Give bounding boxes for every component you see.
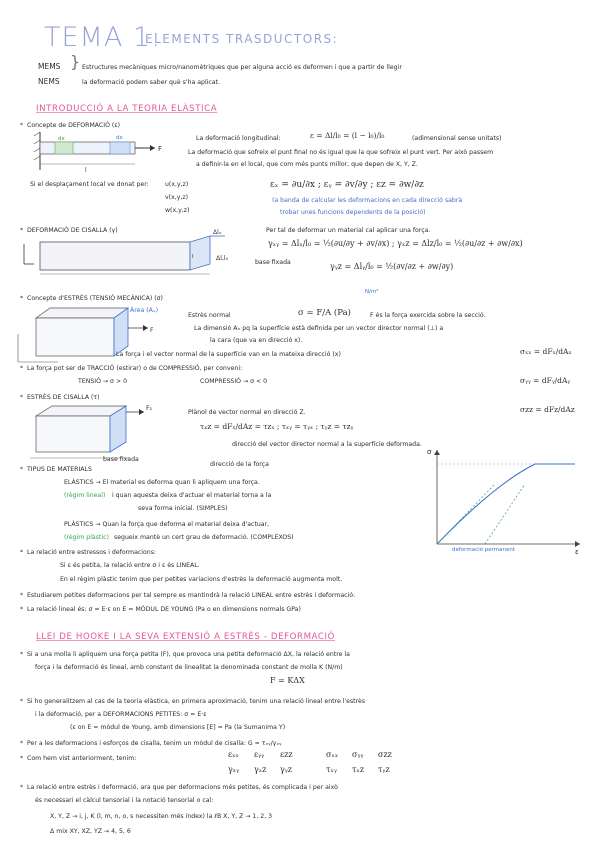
hooke-line-6: (ε on E = mòdul de Young, amb dimensions [E] = Pa (la Sumanima Y): [70, 724, 286, 731]
hooke-line-7: Per a les deformacions i esforços de cisalla, tenim un mòdul de cisalla: G = τₓᵧ/γₓᵧ: [27, 740, 282, 747]
normal-stress-direction: La força i el vector normal de la superfície van en la mateixa direcció (x): [116, 351, 341, 358]
shear-stress-note-2: direcció del vector director normal a la superfície deformada.: [232, 441, 422, 448]
shear-fig-fixed: base fixada: [255, 259, 291, 266]
relation-line-3: En el règim plàstic tenim que per petites variacions d'estrès la deformació augmenta molt.: [60, 576, 343, 583]
shear-stress-title: ESTRÈS DE CISALLA (τ): [27, 394, 100, 401]
nems-label: NEMS: [38, 77, 60, 86]
shear-eq-2: γᵧz = Δlᵧ/l₀ = ½(∂v/∂z + ∂w/∂y): [330, 262, 454, 271]
disp-local-label: Si el desplaçament local ve donat per:: [30, 181, 149, 188]
bullet-star-icon: *: [20, 592, 24, 599]
normal-stress-eq: σ = F/A (Pa): [298, 308, 351, 318]
u-function: u(x,y,z): [165, 181, 189, 188]
v-function: v(x,y,z): [165, 194, 188, 201]
stress-area-label: Àrea (Aₓ): [130, 307, 159, 314]
page-title: TEMA 1:: [44, 22, 162, 53]
bar-strain-figure: [30, 130, 170, 175]
bullet-star-icon: *: [20, 394, 24, 401]
def-long-eq: ε = Δl/l₀ = (l − l₀)/l₀: [310, 131, 385, 140]
elastic-line-2: i quan aquesta deixa d'actuar el material torna a la: [112, 492, 272, 499]
normal-stress-label: Estrès normal: [188, 312, 231, 319]
grid-cell: σₓₓ: [326, 750, 339, 759]
shear-stress-note-1: Plànol de vector normal en direcció Z.: [188, 409, 306, 416]
grid-cell: τᵧz: [378, 765, 390, 774]
relation-line-5: La relació lineal és: σ = E·ε on E = MÒDUL DE YOUNG (Pa o en dimensions normals GPa): [27, 606, 301, 613]
grid-cell: εᵧᵧ: [254, 750, 265, 759]
hooke-line-11: X, Y, Z → i, j, K (l, m, n, o, s necessiten més índex) la ℓB X, Y, Z → 1, 2, 3: [50, 813, 273, 820]
grid-cell: σᵧᵧ: [352, 750, 364, 759]
deformacio-title: Concepte de DEFORMACIÓ (ε): [27, 122, 121, 129]
bullet-star-icon: *: [20, 227, 24, 234]
grid-cell: τₓz: [352, 765, 365, 774]
def-nonuniform-1: La deformació que sofreix el punt final no és igual que la que sofreix el punt vert. Per això passem: [188, 149, 494, 156]
grid-cell: σzz: [378, 750, 392, 759]
grid-cell: εₓₓ: [228, 750, 239, 759]
svg-text:σ: σ: [427, 448, 432, 456]
grid-cell: γₓᵧ: [228, 765, 240, 774]
tensio-label: TENSIÓ → σ > 0: [78, 378, 128, 385]
shear-stress-figure: [30, 402, 160, 464]
intro-line-1: Estructures mecàniques micro/nanomètriques que per alguna acció es deformen i que a partir de llegir: [82, 64, 402, 71]
normal-stress-note: F és la força exercida sobre la secció.: [370, 312, 486, 319]
grid-cell: γₓz: [254, 765, 267, 774]
grid-cell: εzz: [280, 750, 293, 759]
permanent-deformation-label: deformació permanent: [452, 547, 516, 553]
section-heading-hooke: LLEI DE HOOKE I LA SEVA EXTENSIÓ A ESTRÈS - DEFORMACIÓ: [36, 632, 336, 642]
plastic-label: PLÀSTICS → Quan la força que deforma el material deixa d'actuar,: [64, 521, 270, 528]
shear-stress-base: base fixada: [103, 456, 139, 463]
bullet-star-icon: *: [20, 698, 24, 705]
section-heading-elastic: INTRODUCCIÓ A LA TEORIA ELÀSTICA: [36, 104, 218, 114]
shear-fig-label: Δl,l₀: [216, 255, 229, 262]
hooke-line-9: La relació entre estrès i deformació, ara que per deformacions més petites, és complicada i per això: [27, 784, 338, 791]
hooke-line-2: força i la deformació és lineal, amb constant de linealitat la denominada constant de molla K (N/m): [35, 664, 343, 671]
bullet-star-icon: *: [20, 549, 24, 556]
svg-text:ε: ε: [575, 548, 579, 556]
plastic-line-2: segueix mantè un cert grau de deformació. (COMPLEXOS): [114, 534, 294, 541]
bullet-star-icon: *: [20, 606, 24, 613]
strain-note-2: trobar unes funcions dependents de la posició): [280, 209, 426, 216]
svg-text:l: l: [192, 254, 194, 260]
sigma-xx: σₓₓ = dFₓ/dAₓ: [520, 347, 572, 356]
shear-deformation-title: DEFORMACIÓ DE CISALLA (γ): [27, 227, 118, 234]
bullet-star-icon: *: [20, 784, 24, 791]
page-subtitle: ELEMENTS TRASDUCTORS:: [145, 32, 339, 46]
relation-line-4: Estudiarem petites deformacions per tal sempre es mantindrà la relació LINEAL entre estrès i deformació:: [27, 592, 356, 599]
normal-stress-note-2: La dimensió Aₓ pq la superfície està definida per un vector director normal (⊥) a: [194, 325, 444, 332]
stress-strain-graph: [425, 444, 585, 554]
svg-text:dx: dx: [116, 135, 123, 141]
plastic-tag: (règim plàstic): [64, 534, 109, 541]
elastic-label: ELÀSTICS → El material es deforma quan li apliquem una força.: [64, 479, 260, 486]
relation-line-2: Si ε és petita, la relació entre σ i ε és LINEAL.: [60, 562, 200, 569]
shear-note: Per tal de deformar un material cal aplicar una força.: [266, 227, 431, 234]
svg-text:l: l: [85, 167, 87, 174]
stress-unit: N/m²: [365, 289, 379, 295]
def-long-note: (adimensional sense unitats): [412, 135, 502, 142]
strain-equations: εₓ = ∂u/∂x ; εᵧ = ∂v/∂y ; εz = ∂w/∂z: [270, 180, 424, 190]
bullet-star-icon: *: [20, 755, 24, 762]
sign-convention: La força pot ser de TRACCIÓ (estirar) o de COMPRESSIÓ, per conveni:: [27, 365, 243, 372]
w-function: w(x,y,z): [165, 207, 190, 214]
compressio-label: COMPRESSIÓ → σ < 0: [200, 378, 268, 385]
shear-stress-fz: F₂: [146, 405, 153, 412]
brace-icon: }: [70, 52, 81, 71]
sigma-zz: σzz = dFz/dAz: [520, 405, 575, 414]
elastic-tag: (règim lineal): [64, 492, 106, 499]
shear-stress-eq: τₓz = dFₓ/dAz = τzₓ ; τₓᵧ = τᵧₓ ; τᵧz = τzᵧ: [200, 422, 354, 431]
grid-cell: τₓᵧ: [326, 765, 337, 774]
hooke-line-5: i la deformació, per a DEFORMACIONS PETITES: σ = E·ε: [35, 711, 207, 718]
def-long-label: La deformació longitudinal:: [196, 135, 281, 142]
svg-text:Δlₓ: Δlₓ: [213, 229, 222, 236]
svg-text:dx: dx: [58, 136, 65, 142]
strain-grid-row-2: [228, 765, 404, 774]
svg-text:F: F: [158, 145, 163, 153]
normal-stress-note-3: la cara (que va en direcció x).: [210, 337, 303, 344]
strain-grid-row-1: [228, 750, 404, 759]
shear-stress-note-3: direcció de la força: [210, 461, 269, 468]
hooke-line-12: Δ mix XY, XZ, YZ → 4, 5, 6: [50, 828, 131, 835]
bullet-star-icon: *: [20, 295, 24, 302]
strain-note-1: (a banda de calcular les deformacions en cada direcció sabrà: [272, 197, 463, 204]
hooke-line-4: Si ho generalitzem al cas de la teoria elàstica, en primera aproximació, tenim una relació lineal entre l'estrès: [27, 698, 366, 705]
hooke-line-1: Si a una molla li apliquem una força petita (F), que provoca una petita deformació ΔX, la relació entre la: [27, 651, 350, 658]
svg-text:F: F: [150, 327, 154, 334]
def-nonuniform-2: a definir-la en el local, que com més punts millor, que depen de X, Y, Z.: [196, 161, 418, 168]
bullet-star-icon: *: [20, 365, 24, 372]
relation-line-1: La relació entre estressos i deformacions:: [27, 549, 157, 556]
hooke-line-8: Com hem vist anteriorment, tenim:: [27, 755, 137, 762]
shear-eq-1: γₓᵧ = Δlₓ/l₀ = ½(∂u/∂y + ∂v/∂x) ; γₓz = Δlz/l₀ = ½(∂u/∂z + ∂w/∂x): [268, 239, 523, 248]
stress-concept-title: Concepte d'ESTRÈS (TENSIÓ MECÀNICA) (σ): [27, 295, 163, 302]
sigma-yy: σᵧᵧ = dFᵧ/dAᵧ: [520, 376, 571, 385]
hooke-law-eq: F = KΔX: [270, 676, 305, 685]
bullet-star-icon: *: [20, 122, 24, 129]
mems-label: MEMS: [38, 62, 61, 71]
grid-cell: γᵧz: [280, 765, 293, 774]
intro-line-2: la deformació podem saber què s'ha aplicat.: [82, 79, 220, 86]
bullet-star-icon: *: [20, 651, 24, 658]
elastic-line-3: seva forma inicial. (SIMPLES): [138, 505, 228, 512]
materials-title: TIPUS DE MATERIALS: [27, 466, 92, 473]
bullet-star-icon: *: [20, 740, 24, 747]
bullet-star-icon: *: [20, 466, 24, 473]
hooke-line-10: és necessari el càlcul tensorial i la notació tensorial o cal:: [35, 797, 214, 804]
